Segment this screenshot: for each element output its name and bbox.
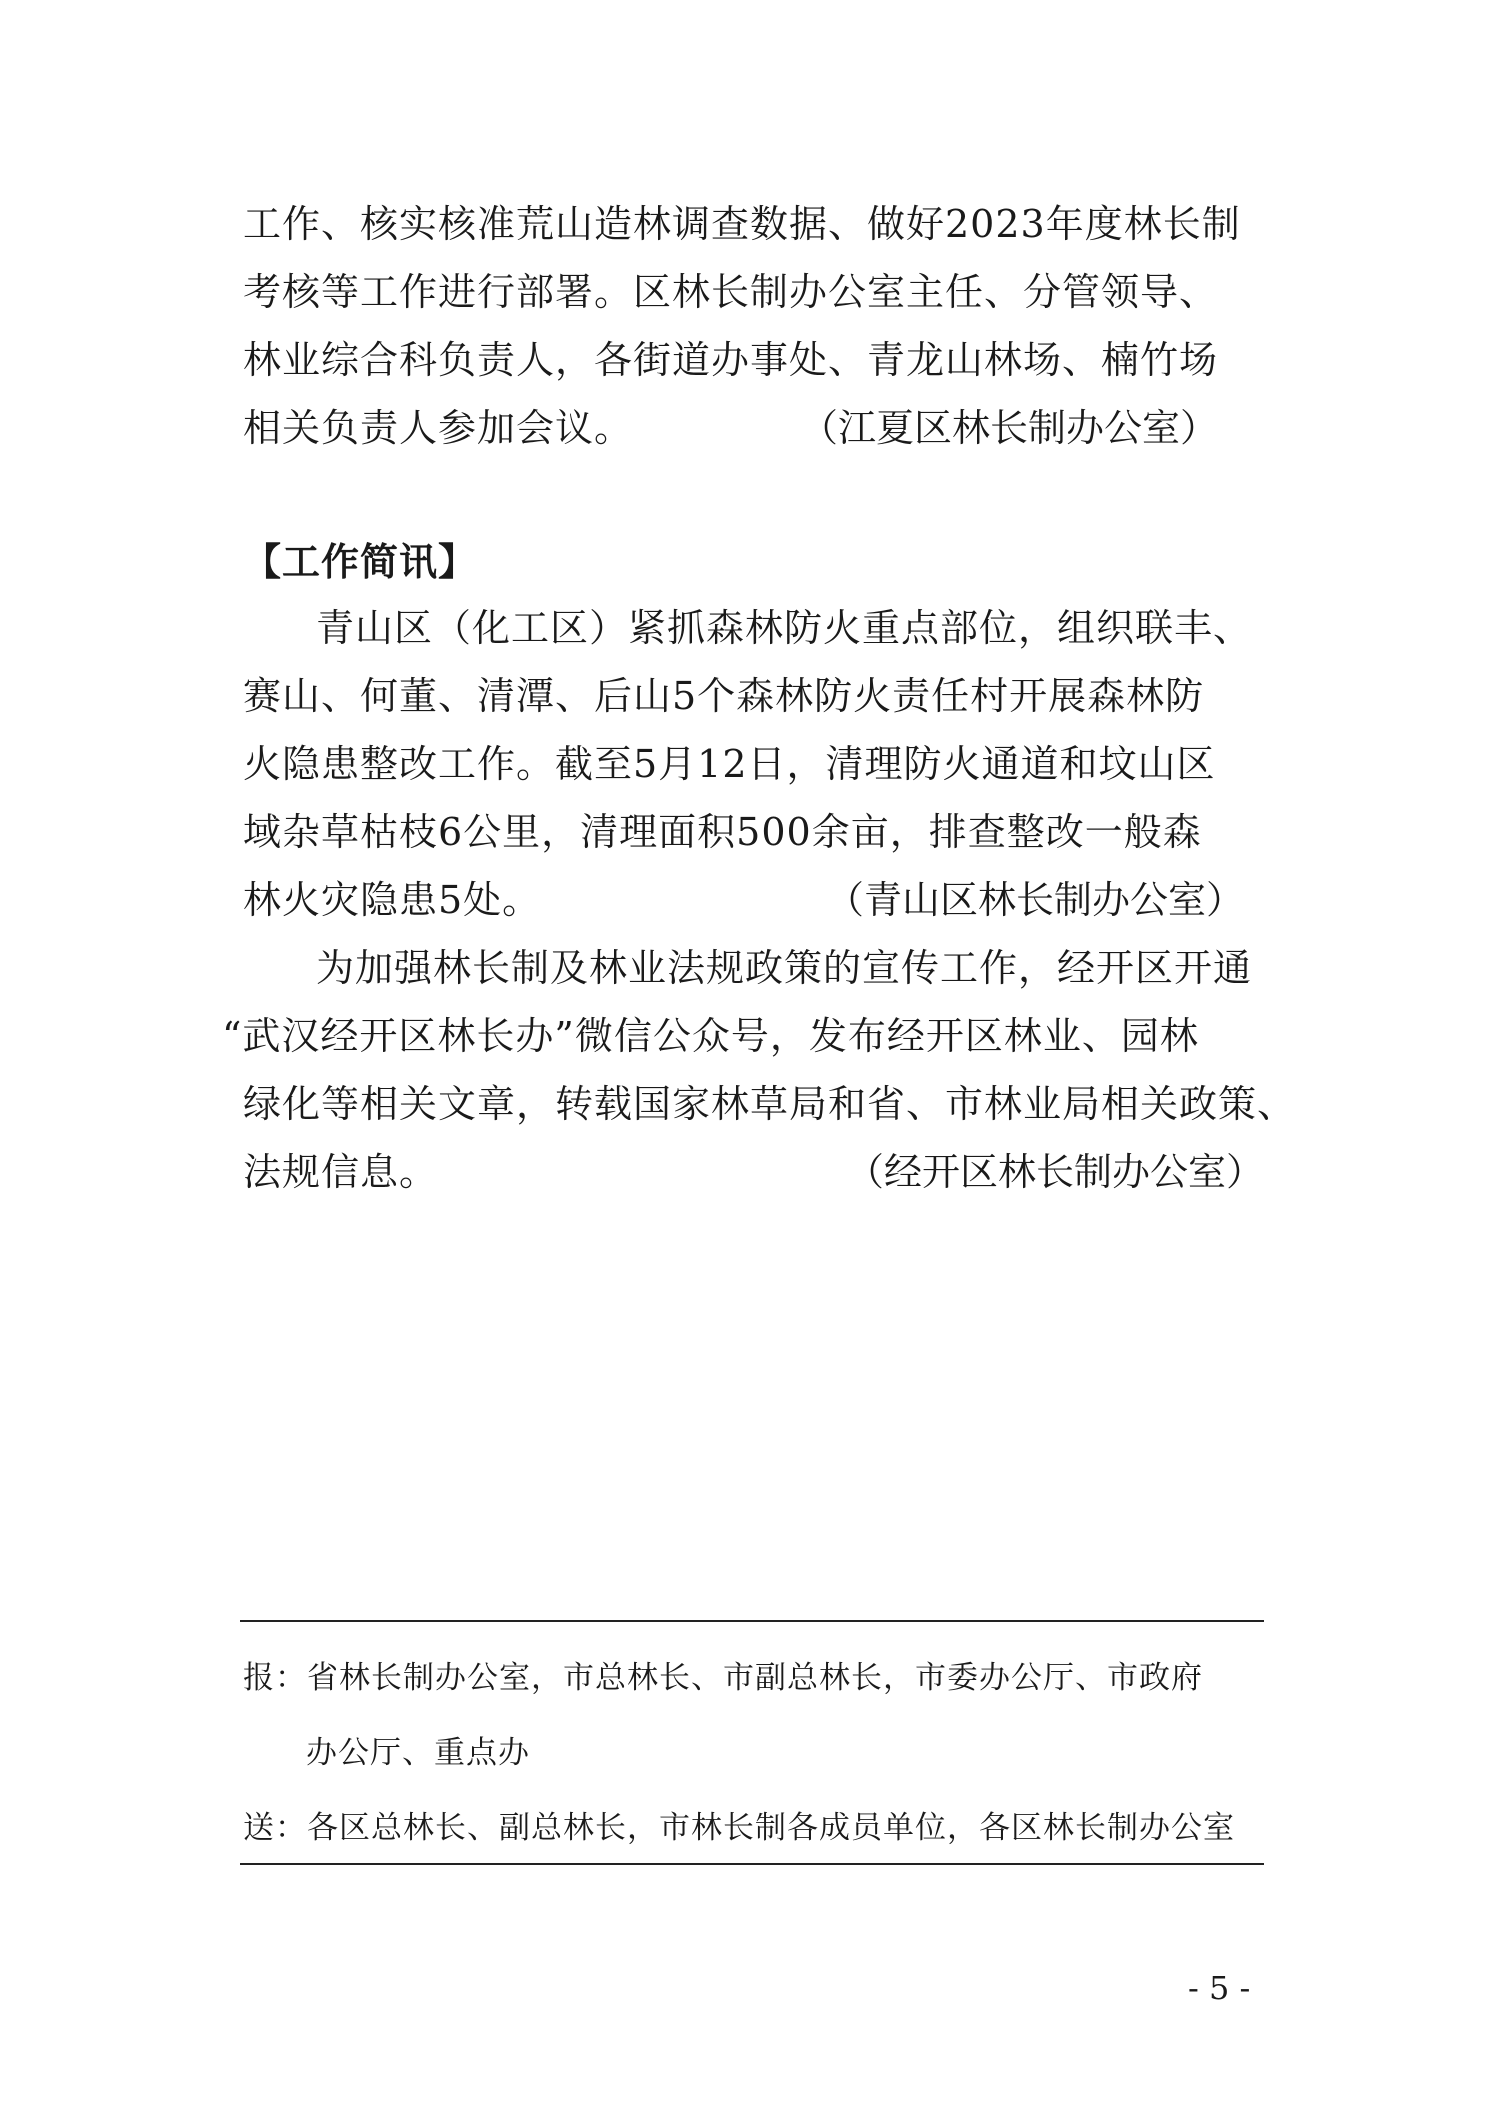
paragraph1-line-1: 工作、核实核准荒山造林调查数据、做好2023年度林长制 (243, 202, 1241, 246)
brief2-line-4: 法规信息。 (243, 1150, 439, 1194)
brief1-line-3: 火隐患整改工作。截至5月12日，清理防火通道和坟山区 (243, 742, 1216, 786)
brief1-line-2: 赛山、何董、清潭、后山5个森林防火责任村开展森林防 (243, 674, 1205, 718)
brief2-line-2: “武汉经开区林长办”微信公众号，发布经开区林业、园林 (222, 1014, 1199, 1058)
page-number: - 5 - (1188, 1969, 1251, 2007)
brief1-line-4: 域杂草枯枝6公里，清理面积500余亩，排查整改一般森 (243, 810, 1202, 854)
brief2-source: （经开区林长制办公室） (846, 1150, 1265, 1194)
brief1-line-1: 青山区（化工区）紧抓森林防火重点部位，组织联丰、 (316, 606, 1253, 650)
bottom-rule (240, 1863, 1264, 1865)
paragraph1-line-3: 林业综合科负责人，各街道办事处、青龙山林场、楠竹场 (243, 338, 1219, 382)
report-line-2: 办公厅、重点办 (306, 1735, 530, 1771)
paragraph1-line-2: 考核等工作进行部署。区林长制办公室主任、分管领导、 (243, 270, 1219, 314)
brief1-line-5: 林火灾隐患5处。 (243, 878, 542, 922)
paragraph1-line-4: 相关负责人参加会议。 (243, 406, 634, 450)
send-line: 送：各区总林长、副总林长，市林长制各成员单位，各区林长制办公室 (243, 1810, 1235, 1846)
paragraph1-source: （江夏区林长制办公室） (800, 406, 1219, 450)
brief2-line-3: 绿化等相关文章，转载国家林草局和省、市林业局相关政策、 (243, 1082, 1297, 1126)
brief2-line-1: 为加强林长制及林业法规政策的宣传工作，经开区开通 (316, 946, 1253, 990)
brief1-source: （青山区林长制办公室） (826, 878, 1245, 922)
section-heading: 【工作简讯】 (243, 539, 478, 584)
report-line-1: 报：省林长制办公室，市总林长、市副总林长，市委办公厅、市政府 (243, 1660, 1203, 1696)
top-rule (240, 1620, 1264, 1622)
